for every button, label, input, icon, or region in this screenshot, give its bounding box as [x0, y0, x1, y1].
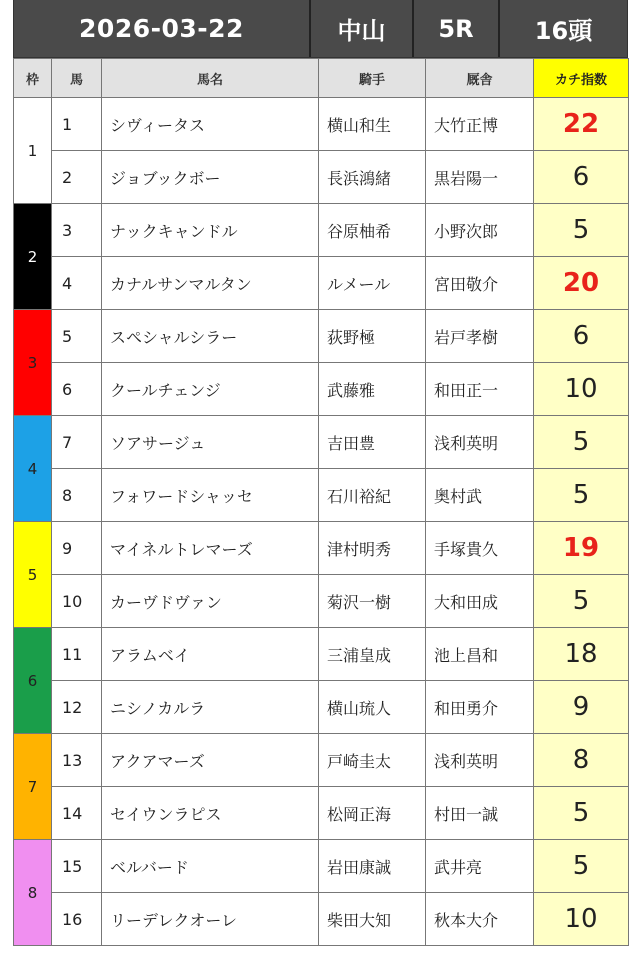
table-row	[14, 151, 629, 204]
horse-name-cell: クールチェンジ	[102, 363, 319, 416]
horse-number-cell: 3	[52, 204, 102, 257]
horse-number-cell: 15	[52, 840, 102, 893]
horse-name-cell: ジョブックボー	[102, 151, 319, 204]
horse-number-cell: 7	[52, 416, 102, 469]
horse-name-cell: シヴィータス	[102, 98, 319, 151]
horse-number-cell: 16	[52, 893, 102, 946]
horse-number-cell: 5	[52, 310, 102, 363]
horse-number-cell: 11	[52, 628, 102, 681]
index-cell: 5	[534, 204, 629, 257]
horse-number-cell: 6	[52, 363, 102, 416]
jockey-cell: 横山琉人	[319, 681, 426, 734]
horse-name-cell: スペシャルシラー	[102, 310, 319, 363]
table-header-row	[14, 59, 629, 98]
entries-body	[14, 98, 629, 946]
jockey-cell: 長浜鴻緒	[319, 151, 426, 204]
waku-cell: 5	[14, 522, 52, 628]
jockey-cell: 津村明秀	[319, 522, 426, 575]
waku-cell: 8	[14, 840, 52, 946]
horse-number-cell: 13	[52, 734, 102, 787]
horse-name-cell: アクアマーズ	[102, 734, 319, 787]
jockey-cell: 武藤雅	[319, 363, 426, 416]
waku-cell: 1	[14, 98, 52, 204]
table-row	[14, 469, 629, 522]
index-cell: 6	[534, 310, 629, 363]
index-cell: 19	[534, 522, 629, 575]
jockey-cell: 石川裕紀	[319, 469, 426, 522]
jockey-cell: 岩田康誠	[319, 840, 426, 893]
jockey-cell: ルメール	[319, 257, 426, 310]
stable-cell: 武井亮	[426, 840, 534, 893]
race-date: 2026-03-22	[14, 0, 311, 57]
index-cell: 5	[534, 787, 629, 840]
stable-cell: 奥村武	[426, 469, 534, 522]
horse-number-cell: 10	[52, 575, 102, 628]
stable-cell: 和田勇介	[426, 681, 534, 734]
horse-name-cell: フォワードシャッセ	[102, 469, 319, 522]
index-cell: 5	[534, 416, 629, 469]
horse-name-cell: ニシノカルラ	[102, 681, 319, 734]
horse-number-cell: 2	[52, 151, 102, 204]
index-cell: 9	[534, 681, 629, 734]
horse-name-cell: マイネルトレマーズ	[102, 522, 319, 575]
table-row	[14, 840, 629, 893]
horse-name-cell: カーヴドヴァン	[102, 575, 319, 628]
index-cell: 20	[534, 257, 629, 310]
table-row	[14, 893, 629, 946]
index-cell: 5	[534, 469, 629, 522]
waku-cell: 2	[14, 204, 52, 310]
horse-name-cell: ソアサージュ	[102, 416, 319, 469]
col-header-waku: 枠	[14, 59, 52, 98]
col-header-stable: 厩舎	[426, 59, 534, 98]
col-header-index: カチ指数	[534, 59, 629, 98]
horse-name-cell: ベルバード	[102, 840, 319, 893]
col-header-uma: 馬	[52, 59, 102, 98]
table-row	[14, 416, 629, 469]
table-row	[14, 363, 629, 416]
index-cell: 6	[534, 151, 629, 204]
stable-cell: 浅利英明	[426, 416, 534, 469]
stable-cell: 手塚貴久	[426, 522, 534, 575]
horse-name-cell: セイウンラピス	[102, 787, 319, 840]
jockey-cell: 戸崎圭太	[319, 734, 426, 787]
stable-cell: 大和田成	[426, 575, 534, 628]
race-card	[13, 0, 628, 946]
index-cell: 10	[534, 893, 629, 946]
col-header-jockey: 騎手	[319, 59, 426, 98]
jockey-cell: 松岡正海	[319, 787, 426, 840]
waku-cell: 7	[14, 734, 52, 840]
entries-table	[13, 58, 629, 946]
jockey-cell: 吉田豊	[319, 416, 426, 469]
race-header	[13, 0, 628, 58]
table-row	[14, 522, 629, 575]
horse-name-cell: カナルサンマルタン	[102, 257, 319, 310]
stable-cell: 大竹正博	[426, 98, 534, 151]
waku-cell: 4	[14, 416, 52, 522]
table-row	[14, 628, 629, 681]
table-row	[14, 681, 629, 734]
stable-cell: 和田正一	[426, 363, 534, 416]
table-row	[14, 98, 629, 151]
waku-cell: 6	[14, 628, 52, 734]
runner-count: 16頭	[500, 0, 627, 57]
jockey-cell: 菊沢一樹	[319, 575, 426, 628]
horse-number-cell: 12	[52, 681, 102, 734]
jockey-cell: 谷原柚希	[319, 204, 426, 257]
stable-cell: 黒岩陽一	[426, 151, 534, 204]
stable-cell: 小野次郎	[426, 204, 534, 257]
table-row	[14, 204, 629, 257]
stable-cell: 岩戸孝樹	[426, 310, 534, 363]
stable-cell: 浅利英明	[426, 734, 534, 787]
stable-cell: 宮田敬介	[426, 257, 534, 310]
table-row	[14, 575, 629, 628]
horse-number-cell: 9	[52, 522, 102, 575]
waku-cell: 3	[14, 310, 52, 416]
jockey-cell: 柴田大知	[319, 893, 426, 946]
race-number: 5R	[414, 0, 500, 57]
stable-cell: 村田一誠	[426, 787, 534, 840]
jockey-cell: 三浦皇成	[319, 628, 426, 681]
horse-number-cell: 1	[52, 98, 102, 151]
horse-name-cell: リーデレクオーレ	[102, 893, 319, 946]
col-header-name: 馬名	[102, 59, 319, 98]
jockey-cell: 荻野極	[319, 310, 426, 363]
stable-cell: 池上昌和	[426, 628, 534, 681]
horse-name-cell: ナックキャンドル	[102, 204, 319, 257]
index-cell: 22	[534, 98, 629, 151]
index-cell: 10	[534, 363, 629, 416]
horse-number-cell: 14	[52, 787, 102, 840]
index-cell: 5	[534, 575, 629, 628]
stable-cell: 秋本大介	[426, 893, 534, 946]
index-cell: 18	[534, 628, 629, 681]
horse-number-cell: 8	[52, 469, 102, 522]
race-venue: 中山	[311, 0, 414, 57]
horse-number-cell: 4	[52, 257, 102, 310]
table-row	[14, 310, 629, 363]
horse-name-cell: アラムベイ	[102, 628, 319, 681]
table-row	[14, 734, 629, 787]
table-row	[14, 787, 629, 840]
index-cell: 8	[534, 734, 629, 787]
jockey-cell: 横山和生	[319, 98, 426, 151]
table-row	[14, 257, 629, 310]
index-cell: 5	[534, 840, 629, 893]
